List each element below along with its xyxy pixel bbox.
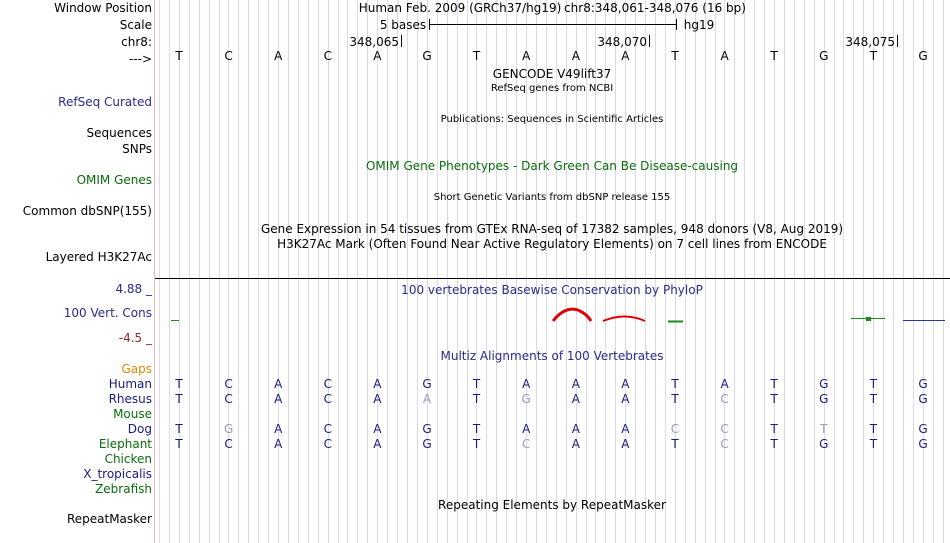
alignment-base: C: [224, 392, 233, 406]
grid-line: [834, 0, 835, 543]
phylop-neg-peak: [603, 317, 645, 322]
sequence-base: T: [472, 49, 481, 63]
alignment-base: C: [323, 377, 332, 391]
alignment-base: T: [671, 377, 679, 391]
grid-line: [169, 0, 170, 543]
alignment-base: G: [918, 377, 928, 391]
coordinate-tick: [897, 35, 898, 47]
sequence-base: A: [621, 49, 630, 63]
alignment-base: G: [819, 377, 829, 391]
grid-line: [159, 0, 160, 543]
grid-line: [268, 0, 269, 543]
alignment-base: A: [571, 377, 580, 391]
grid-line: [486, 0, 487, 543]
assembly-text: Human Feb. 2009 (GRCh37/hg19): [358, 1, 562, 15]
sequence-base: G: [819, 49, 829, 63]
grid-line: [843, 0, 844, 543]
sequence-base: C: [323, 49, 332, 63]
grid-line: [258, 0, 259, 543]
phylop-max-label: 4.88 _: [115, 282, 152, 296]
strand-arrow-label: --->: [128, 52, 152, 66]
grid-line: [447, 0, 448, 543]
grid-line: [199, 0, 200, 543]
alignment-base: A: [571, 437, 580, 451]
sequence-base: A: [274, 49, 283, 63]
grid-line: [794, 0, 795, 543]
phylop-track-label[interactable]: 100 Vert. Cons: [63, 306, 152, 320]
grid-line: [715, 0, 716, 543]
grid-line: [754, 0, 755, 543]
gtex-track-title[interactable]: Gene Expression in 54 tissues from GTEx RNA-seq of 17382 samples, 948 donors (V8, Aug 2019): [260, 222, 844, 236]
alignment-base: A: [274, 437, 283, 451]
alignment-base: T: [820, 422, 828, 436]
grid-line: [903, 0, 904, 543]
grid-line: [407, 0, 408, 543]
coordinate-label: 348,070: [597, 35, 648, 49]
alignment-base: A: [522, 422, 531, 436]
position-text: chr8:348,061-348,076 (16 bp): [564, 1, 746, 15]
sequence-base: T: [869, 49, 878, 63]
sequence-base: A: [373, 49, 382, 63]
alignment-base: C: [720, 392, 729, 406]
grid-line: [893, 0, 894, 543]
alignment-base: T: [770, 422, 778, 436]
grid-line: [744, 0, 745, 543]
alignment-base: C: [323, 422, 332, 436]
scale-bar-right-end: [676, 19, 677, 30]
repeatmasker-track-label[interactable]: RepeatMasker: [66, 512, 152, 526]
alignment-base: T: [671, 437, 679, 451]
grid-line: [308, 0, 309, 543]
alignment-base: T: [472, 392, 481, 406]
grid-line: [824, 0, 825, 543]
alignment-base: G: [422, 437, 432, 451]
grid-line: [814, 0, 815, 543]
coordinate-tick: [401, 35, 402, 47]
grid-line: [298, 0, 299, 543]
species-label[interactable]: Rhesus: [108, 392, 152, 406]
alignment-base: T: [175, 437, 183, 451]
alignment-base: C: [323, 437, 332, 451]
sequence-base: G: [422, 49, 432, 63]
alignment-base: T: [869, 422, 878, 436]
grid-line: [278, 0, 279, 543]
alignment-base: A: [373, 392, 382, 406]
alignment-base: T: [175, 392, 183, 406]
alignment-base: G: [422, 377, 432, 391]
refseq-track-subtitle: RefSeq genes from NCBI: [490, 83, 614, 94]
alignment-base: T: [869, 437, 878, 451]
snps-track-label[interactable]: SNPs: [122, 142, 152, 156]
phylop-neg-peak: [553, 309, 591, 321]
alignment-base: T: [869, 377, 878, 391]
alignment-base: G: [223, 422, 234, 436]
alignment-base: A: [373, 422, 382, 436]
alignment-base: A: [621, 437, 630, 451]
multiz-track-title[interactable]: Multiz Alignments of 100 Vertebrates: [440, 349, 664, 363]
grid-line: [457, 0, 458, 543]
grid-line: [189, 0, 190, 543]
grid-line: [288, 0, 289, 543]
alignment-base: G: [819, 437, 829, 451]
phylop-graph: [155, 300, 950, 326]
grid-line: [377, 0, 378, 543]
alignment-base: T: [175, 422, 183, 436]
grid-line: [804, 0, 805, 543]
omim-track-label[interactable]: OMIM Genes: [76, 173, 152, 187]
species-label[interactable]: Dog: [127, 422, 152, 436]
grid-line: [655, 0, 656, 543]
grid-line: [863, 0, 864, 543]
grid-line: [357, 0, 358, 543]
sequence-base: A: [720, 49, 729, 63]
grid-line: [209, 0, 210, 543]
sequence-base: T: [671, 49, 679, 63]
alignment-base: T: [770, 392, 778, 406]
alignment-base: T: [175, 377, 183, 391]
alignment-base: C: [323, 392, 332, 406]
alignment-base: C: [521, 437, 531, 451]
phylop-min-label: -4.5 _: [118, 331, 152, 345]
grid-line: [417, 0, 418, 543]
track-label-column: [0, 0, 154, 543]
grid-line: [179, 0, 180, 543]
alignment-base: A: [621, 377, 630, 391]
db-text: hg19: [683, 18, 715, 32]
species-label[interactable]: Elephant: [98, 437, 152, 451]
species-label[interactable]: Gaps: [121, 362, 152, 376]
alignment-base: A: [274, 422, 283, 436]
grid-line: [645, 0, 646, 543]
sequence-base: G: [918, 49, 928, 63]
grid-line: [724, 0, 725, 543]
grid-line: [387, 0, 388, 543]
alignment-base: T: [671, 392, 679, 406]
species-label[interactable]: Human: [108, 377, 152, 391]
sequence-base: A: [522, 49, 531, 63]
alignment-base: A: [522, 377, 531, 391]
scale-text: 5 bases: [379, 18, 427, 32]
sequences-track-label[interactable]: Sequences: [86, 126, 152, 140]
species-label[interactable]: Chicken: [104, 452, 152, 466]
alignment-base: G: [819, 392, 829, 406]
grid-line: [318, 0, 319, 543]
grid-line: [625, 0, 626, 543]
alignment-base: G: [422, 422, 432, 436]
grid-line: [675, 0, 676, 543]
grid-line: [397, 0, 398, 543]
grid-line: [467, 0, 468, 543]
scale-bar: [429, 24, 677, 25]
grid-line: [248, 0, 249, 543]
sequence-base: A: [571, 49, 580, 63]
sequence-base: T: [770, 49, 778, 63]
alignment-base: T: [472, 422, 481, 436]
alignment-base: G: [918, 392, 928, 406]
alignment-base: A: [621, 392, 630, 406]
grid-line: [695, 0, 696, 543]
sequence-base: C: [224, 49, 233, 63]
h3k27ac-track-label[interactable]: Layered H3K27Ac: [45, 250, 152, 264]
dbsnp-track-title[interactable]: Short Genetic Variants from dbSNP release 155: [433, 192, 671, 203]
alignment-base: A: [274, 392, 283, 406]
coordinate-label: 348,065: [349, 35, 400, 49]
gencode-track-title[interactable]: GENCODE V49lift37: [492, 67, 612, 81]
coordinate-label: 348,075: [845, 35, 896, 49]
grid-line: [873, 0, 874, 543]
alignment-base: T: [770, 437, 778, 451]
alignment-base: C: [670, 422, 680, 436]
grid-line: [705, 0, 706, 543]
window-position-label: Window Position: [54, 1, 152, 15]
grid-line: [328, 0, 329, 543]
species-label[interactable]: Mouse: [113, 407, 152, 421]
grid-line: [913, 0, 914, 543]
grid-line: [764, 0, 765, 543]
alignment-base: A: [274, 377, 283, 391]
grid-line: [734, 0, 735, 543]
phylop-bar: [866, 317, 871, 321]
dbsnp-track-label[interactable]: Common dbSNP(155): [22, 204, 152, 218]
grid-line: [347, 0, 348, 543]
omim-track-title[interactable]: OMIM Gene Phenotypes - Dark Green Can Be Disease-causing: [365, 159, 739, 173]
alignment-base: C: [224, 377, 233, 391]
grid-line: [635, 0, 636, 543]
h3k27ac-track-title[interactable]: H3K27Ac Mark (Often Found Near Active Regulatory Elements) on 7 cell lines from ENCODE: [277, 237, 827, 251]
grid-line: [219, 0, 220, 543]
alignment-base: A: [373, 437, 382, 451]
alignment-base: A: [373, 377, 382, 391]
repeatmasker-track-title[interactable]: Repeating Elements by RepeatMasker: [438, 498, 666, 512]
grid-line: [228, 0, 229, 543]
grid-line: [933, 0, 934, 543]
alignment-base: T: [472, 377, 481, 391]
chrom-label: chr8:: [121, 35, 152, 49]
species-label[interactable]: Zebrafish: [95, 482, 152, 496]
alignment-base: A: [621, 422, 630, 436]
refseq-track-label[interactable]: RefSeq Curated: [58, 95, 152, 109]
alignment-base: A: [422, 392, 432, 406]
scale-label: Scale: [119, 18, 152, 32]
grid-line: [883, 0, 884, 543]
grid-line: [943, 0, 944, 543]
grid-line: [437, 0, 438, 543]
alignment-base: T: [869, 392, 878, 406]
grid-line: [853, 0, 854, 543]
grid-line: [615, 0, 616, 543]
alignment-base: T: [472, 437, 481, 451]
grid-line: [367, 0, 368, 543]
track-separator: [155, 278, 950, 279]
grid-line: [665, 0, 666, 543]
grid-line: [685, 0, 686, 543]
publications-track-title[interactable]: Publications: Sequences in Scientific Articles: [440, 114, 664, 125]
alignment-base: C: [720, 422, 729, 436]
alignment-base: A: [571, 422, 580, 436]
sequence-base: T: [175, 49, 183, 63]
alignment-base: T: [770, 377, 778, 391]
species-label[interactable]: X_tropicalis: [83, 467, 152, 481]
grid-line: [784, 0, 785, 543]
grid-line: [774, 0, 775, 543]
alignment-base: G: [918, 437, 928, 451]
grid-line: [338, 0, 339, 543]
grid-line: [427, 0, 428, 543]
alignment-base: C: [224, 437, 233, 451]
grid-line: [476, 0, 477, 543]
alignment-base: C: [720, 437, 729, 451]
track-data-area[interactable]: [155, 0, 950, 543]
alignment-base: A: [720, 377, 729, 391]
alignment-base: A: [571, 392, 580, 406]
alignment-base: G: [918, 422, 928, 436]
alignment-base: G: [521, 392, 531, 406]
coordinate-tick: [649, 35, 650, 47]
grid-line: [238, 0, 239, 543]
grid-line: [923, 0, 924, 543]
phylop-track-title[interactable]: 100 vertebrates Basewise Conservation by PhyloP: [401, 283, 703, 297]
